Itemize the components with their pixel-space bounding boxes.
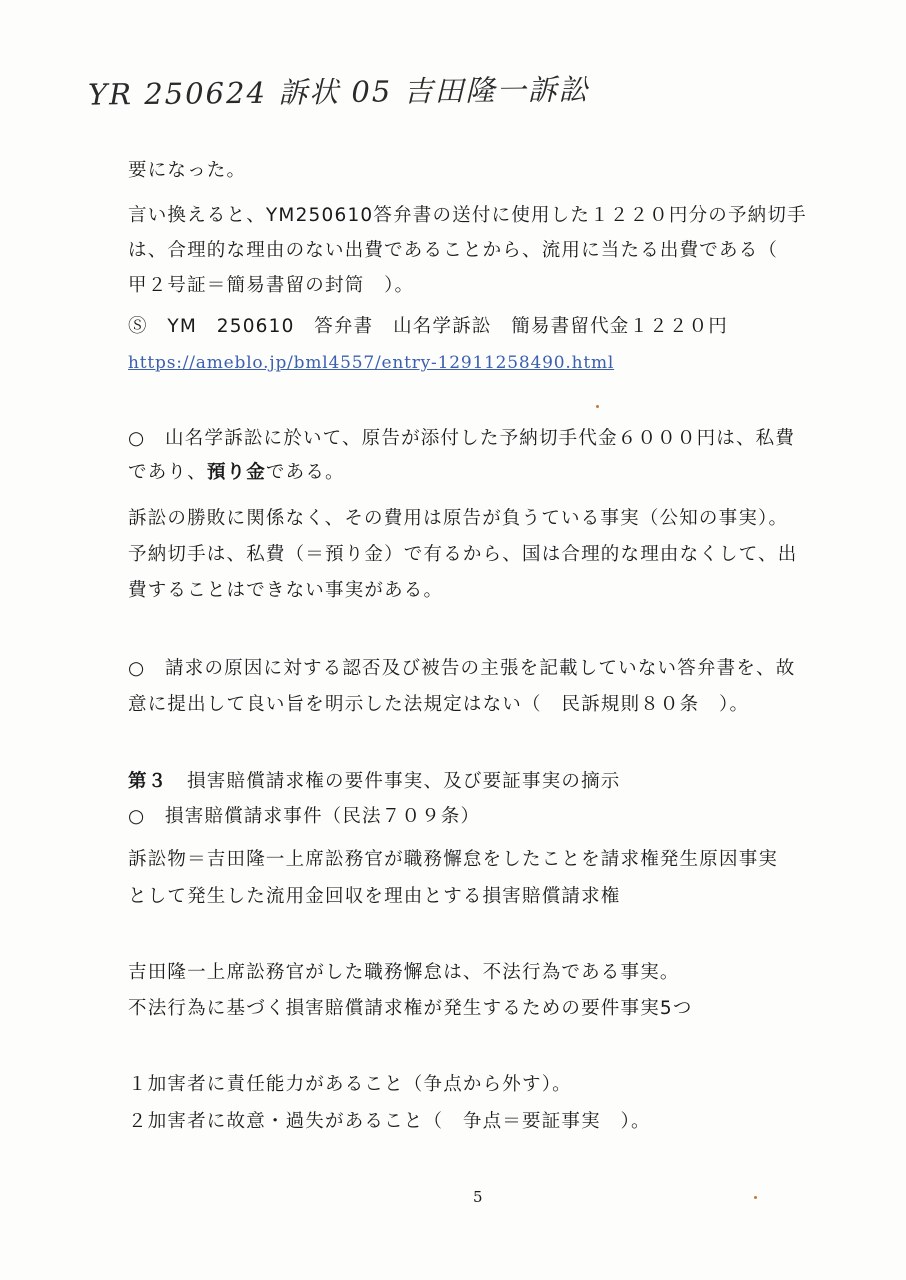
text-line: として発生した流用金回収を理由とする損害賠償請求権 bbox=[128, 886, 621, 907]
section-heading bbox=[128, 771, 621, 793]
text-line: 費することはできない事実がある。 bbox=[128, 580, 444, 601]
text-line: 不法行為に基づく損害賠償請求権が発生するための要件事実5つ bbox=[128, 998, 693, 1019]
ameblo-link[interactable]: https://ameblo.jp/bml4557/entry-12911258490.html bbox=[128, 353, 615, 373]
text-line: 予納切手は、私費（＝預り金）で有るから、国は合理的な理由なくして、出 bbox=[128, 544, 798, 565]
text-line: 甲２号証＝簡易書留の封筒 ）。 bbox=[128, 275, 415, 296]
section-number: 第３ bbox=[128, 771, 168, 792]
emphasis-text: 預り金 bbox=[206, 462, 266, 483]
text-fragment: である。 bbox=[265, 462, 345, 483]
text-line: ○ 山名学訴訟に於いて、原告が添付した予納切手代金６０００円は、私費 bbox=[128, 428, 796, 449]
text-line: Ⓢ YM 250610 答弁書 山名学訴訟 簡易書留代金１２２０円 bbox=[128, 316, 728, 337]
text-line: は、合理的な理由のない出費であることから、流用に当たる出費である（ bbox=[128, 240, 779, 261]
page-number: 5 bbox=[473, 1188, 483, 1206]
text-line: 言い換えると、YM250610答弁書の送付に使用した１２２０円分の予納切手 bbox=[128, 205, 807, 226]
text-line: 訴訟物＝吉田隆一上席訟務官が職務懈怠をしたことを請求権発生原因事実 bbox=[128, 849, 779, 870]
text-fragment: であり、 bbox=[128, 462, 207, 483]
section-title: 損害賠償請求権の要件事実、及び要証事実の摘示 bbox=[167, 771, 621, 792]
text-line: １加害者に責任能力があること（争点から外す）。 bbox=[128, 1074, 572, 1095]
text-line: 訴訟の勝敗に関係なく、その費用は原告が負うている事実（公知の事実）。 bbox=[128, 508, 789, 529]
text-line: 吉田隆一上席訟務官がした職務懈怠は、不法行為である事実。 bbox=[128, 962, 680, 983]
text-line: ２加害者に故意・過失があること（ 争点＝要証事実 ）。 bbox=[128, 1111, 651, 1132]
text-line: 意に提出して良い旨を明示した法規定はない（ 民訴規則８０条 ）。 bbox=[128, 694, 750, 715]
text-line bbox=[128, 462, 345, 484]
text-line: 要になった。 bbox=[128, 160, 247, 181]
text-line: ○ 請求の原因に対する認否及び被告の主張を記載していない答弁書を、故 bbox=[128, 658, 796, 679]
text-line-link[interactable] bbox=[128, 352, 614, 374]
scan-speck bbox=[596, 405, 599, 408]
handwritten-header-note: YR 250624 訴状 05 吉田隆一訴訟 bbox=[87, 72, 590, 112]
scan-speck bbox=[754, 1196, 757, 1199]
text-line: ○ 損害賠償請求事件（民法７０９条） bbox=[128, 806, 481, 827]
